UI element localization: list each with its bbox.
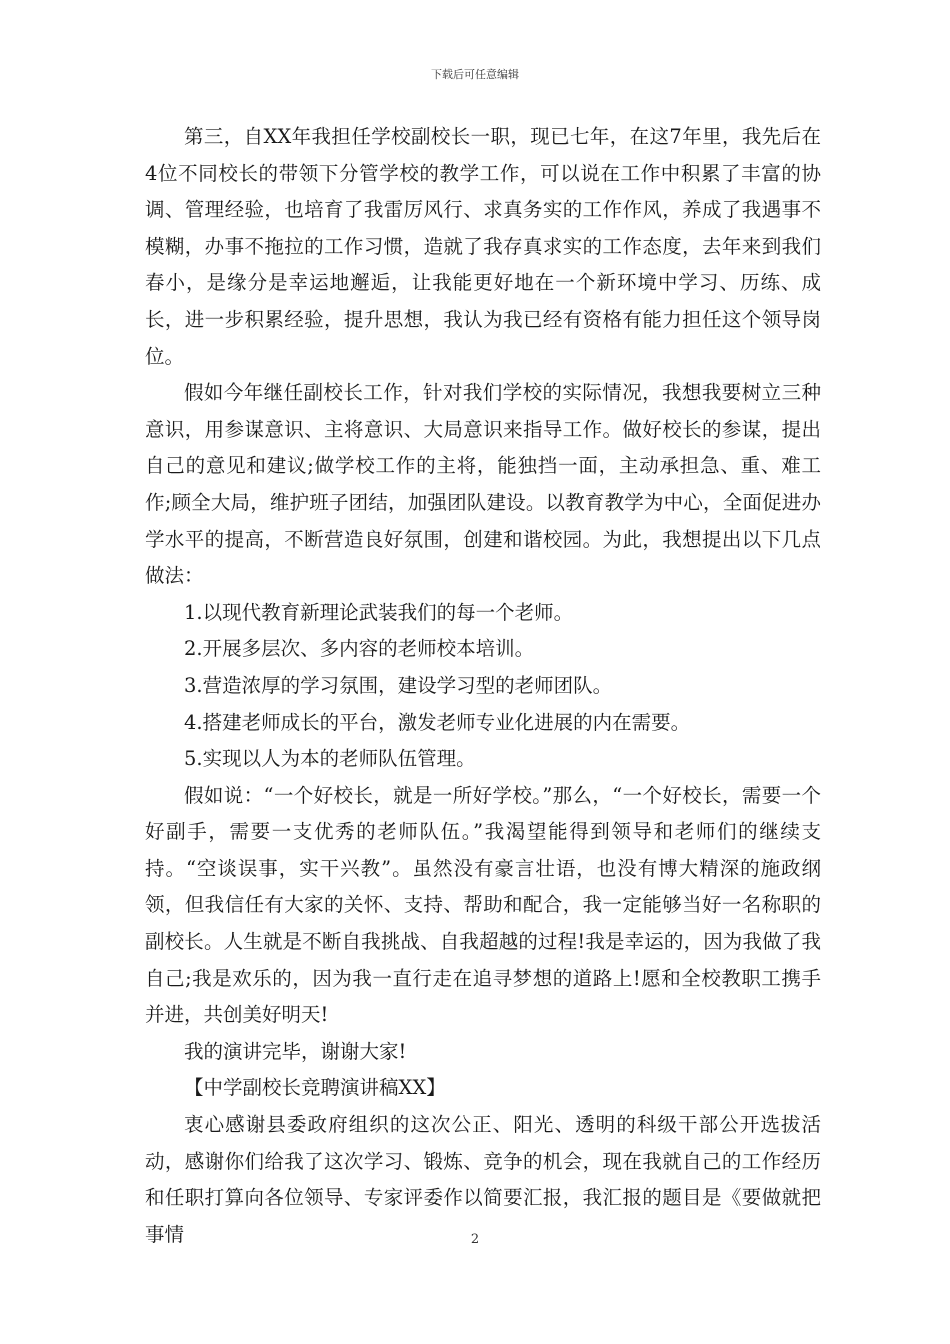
page-header: 下载后可任意编辑: [431, 68, 519, 81]
section-title: 【中学副校长竞聘演讲稿XX】: [184, 1076, 446, 1100]
list-item: 5.实现以人为本的老师队伍管理。: [184, 747, 476, 771]
paragraph: 假如今年继任副校长工作，针对我们学校的实际情况，我想我要树立三种意识，用参谋意识、主将意识、大局意识来指导工作。做好校长的参谋，提出自己的意见和建议;做学校工作的主将，能独挡一面，主动承担急、重、难工作;顾全大局，维护班子团结，加强团队建设。以教育教学为中心，全面促进办学水平的提高，不断营造良好氛围，创建和谐校园。为此，我想提出以下几点做法：: [145, 381, 821, 588]
list-item: 2.开展多层次、多内容的老师校本培训。: [184, 637, 535, 661]
list-item: 1.以现代教育新理论武装我们的每一个老师。: [184, 600, 574, 624]
document-body: [145, 119, 821, 1253]
list-item: 4.搭建老师成长的平台，激发老师专业化进展的内在需要。: [184, 710, 691, 734]
paragraph: 衷心感谢县委政府组织的这次公正、阳光、透明的科级干部公开选拔活动，感谢你们给我了这次学习、锻炼、竞争的机会，现在我就自己的工作经历和任职打算向各位领导、专家评委作以简要汇报，我汇报的题目是《要做就把事情: [145, 1113, 821, 1246]
paragraph: 第三，自XX年我担任学校副校长一职，现已七年，在这7年里，我先后在4位不同校长的带领下分管学校的教学工作，可以说在工作中积累了丰富的协调、管理经验，也培育了我雷厉风行、求真务实的工作作风，养成了我遇事不模糊，办事不拖拉的工作习惯，造就了我存真求实的工作态度，去年来到我们春小，是缘分是幸运地邂逅，让我能更好地在一个新环境中学习、历练、成长，进一步积累经验，提升思想，我认为我已经有资格有能力担任这个领导岗位。: [145, 125, 821, 368]
paragraph: 我的演讲完毕，谢谢大家!: [184, 1039, 407, 1063]
list-item: 3.营造浓厚的学习氛围，建设学习型的老师团队。: [184, 673, 613, 697]
page-number: 2: [470, 1232, 480, 1247]
paragraph: 假如说：“一个好校长，就是一所好学校。”那么，“一个好校长，需要一个好副手，需要一支优秀的老师队伍。”我渴望能得到领导和老师们的继续支持。“空谈误事，实干兴教”。虽然没有豪言壮语，也没有博大精深的施政纲领，但我信任有大家的关怀、支持、帮助和配合，我一定能够当好一名称职的副校长。人生就是不断自我挑战、自我超越的过程!我是幸运的，因为我做了我自己;我是欢乐的，因为我一直行走在追寻梦想的道路上!愿和全校教职工携手并进，共创美好明天!: [145, 783, 821, 1027]
